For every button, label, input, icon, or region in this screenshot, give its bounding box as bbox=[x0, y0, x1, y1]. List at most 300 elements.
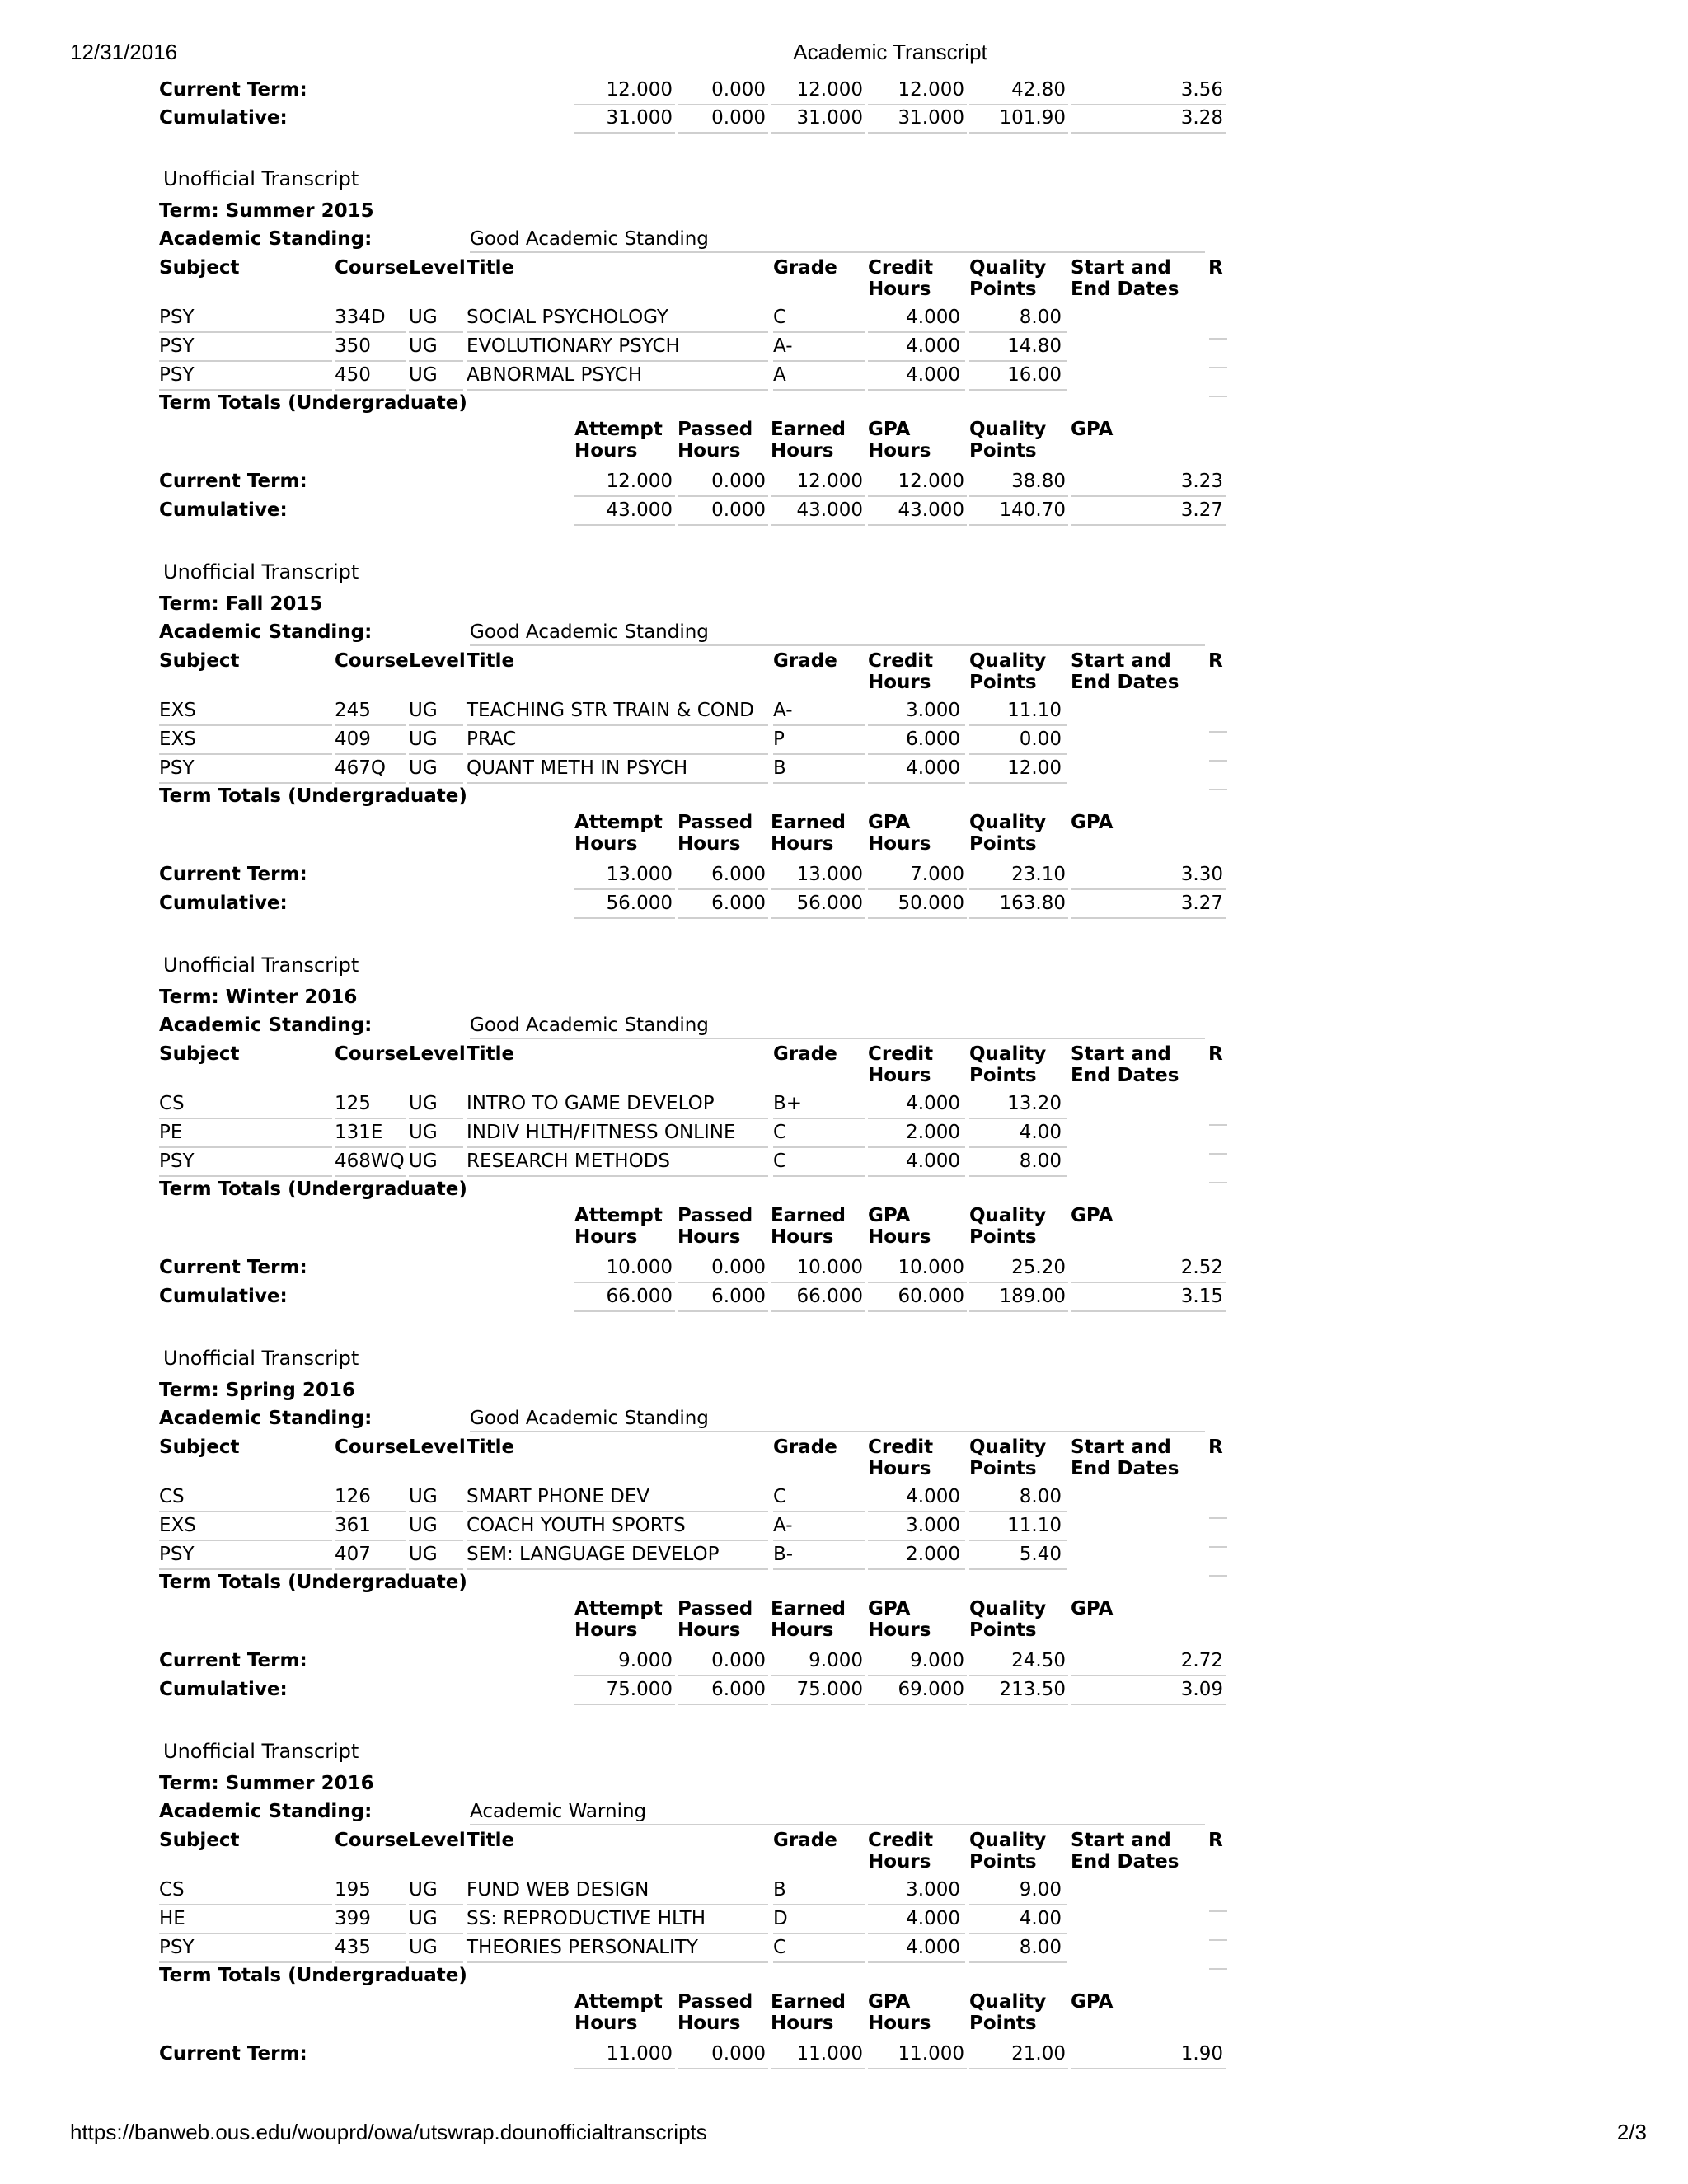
col-header-end: End Dates bbox=[1071, 672, 1179, 693]
course-row-underline bbox=[159, 389, 332, 391]
course-row-underline bbox=[773, 1511, 865, 1512]
current-term-total-underline bbox=[574, 1282, 675, 1283]
current-term-total-value: 0.000 bbox=[711, 79, 766, 101]
current-term-total-value: 10.000 bbox=[898, 1257, 964, 1278]
course-row-underline bbox=[159, 1511, 332, 1512]
current-term-total-underline bbox=[574, 104, 675, 105]
course-title: INDIV HLTH/FITNESS ONLINE bbox=[467, 1122, 736, 1143]
course-grade: C bbox=[773, 1486, 787, 1507]
totals-header-earned-hours: Hours bbox=[771, 1226, 834, 1248]
col-header-start: Start and bbox=[1071, 257, 1171, 279]
col-header-grade: Grade bbox=[773, 650, 837, 672]
repeat-indicator bbox=[1209, 1182, 1227, 1183]
totals-header-passed: Passed bbox=[678, 419, 753, 440]
course-credit-hours: 6.000 bbox=[906, 729, 960, 750]
totals-header-attempt: Attempt bbox=[574, 1991, 663, 2013]
col-header-repeat: R bbox=[1208, 257, 1223, 279]
course-number: 435 bbox=[335, 1937, 371, 1958]
repeat-indicator bbox=[1209, 789, 1227, 790]
course-quality-points: 14.80 bbox=[1007, 335, 1062, 357]
current-term-total-label: Current Term: bbox=[159, 1650, 307, 1671]
cumulative-total-underline bbox=[771, 1310, 865, 1312]
course-row-underline bbox=[335, 753, 406, 755]
course-row-underline bbox=[409, 753, 463, 755]
totals-header-quality-points: Points bbox=[969, 1226, 1037, 1248]
cumulative-total-value: 0.000 bbox=[711, 499, 766, 521]
course-level: UG bbox=[409, 1879, 438, 1900]
col-header-start: Start and bbox=[1071, 1043, 1171, 1065]
totals-header-passed: Passed bbox=[678, 1991, 753, 2013]
course-subject: CS bbox=[159, 1093, 185, 1114]
col-header-repeat: R bbox=[1208, 650, 1223, 672]
course-row-underline bbox=[868, 1146, 965, 1148]
course-title: TEACHING STR TRAIN & COND bbox=[467, 700, 754, 721]
course-title: EVOLUTIONARY PSYCH bbox=[467, 335, 680, 357]
cumulative-total-value: 0.000 bbox=[711, 107, 766, 129]
repeat-indicator bbox=[1209, 367, 1227, 368]
totals-header-attempt-hours: Hours bbox=[574, 1226, 638, 1248]
course-row-underline bbox=[335, 331, 406, 333]
totals-header-quality: Quality bbox=[969, 419, 1047, 440]
totals-header-earned: Earned bbox=[771, 812, 846, 833]
current-term-total-underline bbox=[969, 888, 1068, 890]
course-level: UG bbox=[409, 1122, 438, 1143]
academic-standing-value: Academic Warning bbox=[470, 1801, 647, 1822]
cumulative-total-value: 75.000 bbox=[606, 1679, 673, 1700]
course-row-underline bbox=[773, 1118, 865, 1119]
repeat-indicator bbox=[1209, 1939, 1227, 1941]
totals-header-quality: Quality bbox=[969, 812, 1047, 833]
current-term-total-value: 24.50 bbox=[1011, 1650, 1066, 1671]
col-header-subject: Subject bbox=[159, 257, 240, 279]
term-totals-label: Term Totals (Undergraduate) bbox=[159, 785, 467, 807]
col-header-credit: Credit bbox=[868, 1436, 934, 1458]
course-credit-hours: 4.000 bbox=[906, 1937, 960, 1958]
course-quality-points: 8.00 bbox=[1019, 1937, 1062, 1958]
course-row-underline bbox=[467, 389, 768, 391]
cumulative-total-underline bbox=[771, 1704, 865, 1705]
current-term-total-value: 3.23 bbox=[1180, 471, 1223, 492]
course-row-underline bbox=[969, 1118, 1067, 1119]
totals-header-gpa-value: GPA bbox=[1071, 419, 1114, 440]
academic-standing-label: Academic Standing: bbox=[159, 228, 373, 250]
course-row-underline bbox=[467, 1540, 768, 1541]
col-header-level: Level bbox=[409, 1830, 466, 1851]
cumulative-total-underline bbox=[771, 917, 865, 919]
course-credit-hours: 4.000 bbox=[906, 364, 960, 386]
academic-standing-value: Good Academic Standing bbox=[470, 621, 709, 643]
totals-header-earned: Earned bbox=[771, 1205, 846, 1226]
course-row-underline bbox=[409, 1175, 463, 1177]
course-row-underline bbox=[773, 1961, 865, 1963]
cumulative-total-underline bbox=[678, 917, 768, 919]
course-level: UG bbox=[409, 700, 438, 721]
course-quality-points: 13.20 bbox=[1007, 1093, 1062, 1114]
totals-header-gpa-value: GPA bbox=[1071, 812, 1114, 833]
cumulative-total-value: 6.000 bbox=[711, 1286, 766, 1307]
course-row-underline bbox=[467, 331, 768, 333]
col-header-grade: Grade bbox=[773, 1436, 837, 1458]
totals-header-gpa: GPA bbox=[868, 1598, 911, 1619]
current-term-total-underline bbox=[678, 1282, 768, 1283]
cumulative-total-underline bbox=[678, 524, 768, 526]
course-credit-hours: 3.000 bbox=[906, 1879, 960, 1900]
col-header-repeat: R bbox=[1208, 1043, 1223, 1065]
col-header-credit-hours: Hours bbox=[868, 1065, 931, 1086]
col-header-course: Course bbox=[335, 650, 409, 672]
standing-underline bbox=[470, 251, 1205, 253]
totals-header-gpa-hours: Hours bbox=[868, 1226, 931, 1248]
totals-header-passed: Passed bbox=[678, 1205, 753, 1226]
course-number: 350 bbox=[335, 335, 371, 357]
col-header-quality: Quality bbox=[969, 1043, 1047, 1065]
course-row-underline bbox=[467, 1175, 768, 1177]
course-row-underline bbox=[335, 1118, 406, 1119]
course-row-underline bbox=[159, 331, 332, 333]
totals-header-passed-hours: Hours bbox=[678, 1619, 741, 1641]
current-term-total-value: 12.000 bbox=[796, 79, 863, 101]
cumulative-total-value: 140.70 bbox=[999, 499, 1066, 521]
col-header-start: Start and bbox=[1071, 1436, 1171, 1458]
totals-header-gpa: GPA bbox=[868, 1991, 911, 2013]
col-header-title: Title bbox=[467, 650, 515, 672]
course-level: UG bbox=[409, 1151, 438, 1172]
current-term-total-underline bbox=[868, 888, 967, 890]
current-term-total-value: 11.000 bbox=[898, 2043, 964, 2064]
course-row-underline bbox=[773, 1904, 865, 1905]
course-row-underline bbox=[467, 1146, 768, 1148]
col-header-quality-points: Points bbox=[969, 672, 1037, 693]
col-header-grade: Grade bbox=[773, 1830, 837, 1851]
cumulative-total-value: 43.000 bbox=[796, 499, 863, 521]
cumulative-total-value: 50.000 bbox=[898, 893, 964, 914]
course-grade: B+ bbox=[773, 1093, 803, 1114]
course-quality-points: 8.00 bbox=[1019, 1151, 1062, 1172]
course-row-underline bbox=[159, 1175, 332, 1177]
col-header-subject: Subject bbox=[159, 1830, 240, 1851]
cumulative-total-underline bbox=[1071, 132, 1226, 134]
col-header-start: Start and bbox=[1071, 650, 1171, 672]
totals-header-earned: Earned bbox=[771, 1991, 846, 2013]
course-title: SMART PHONE DEV bbox=[467, 1486, 650, 1507]
col-header-grade: Grade bbox=[773, 257, 837, 279]
repeat-indicator bbox=[1209, 731, 1227, 733]
totals-header-attempt: Attempt bbox=[574, 1205, 663, 1226]
course-subject: PSY bbox=[159, 307, 195, 328]
course-quality-points: 4.00 bbox=[1019, 1122, 1062, 1143]
current-term-total-value: 3.30 bbox=[1180, 864, 1223, 885]
current-term-total-underline bbox=[574, 2068, 675, 2069]
current-term-total-value: 0.000 bbox=[711, 471, 766, 492]
course-number: 131E bbox=[335, 1122, 383, 1143]
totals-header-quality-points: Points bbox=[969, 440, 1037, 462]
col-header-credit: Credit bbox=[868, 1043, 934, 1065]
course-subject: CS bbox=[159, 1486, 185, 1507]
standing-underline bbox=[470, 1824, 1205, 1825]
totals-header-passed: Passed bbox=[678, 812, 753, 833]
totals-header-passed-hours: Hours bbox=[678, 440, 741, 462]
col-header-end: End Dates bbox=[1071, 1458, 1179, 1479]
course-row-underline bbox=[335, 724, 406, 726]
print-date: 12/31/2016 bbox=[70, 40, 178, 64]
course-quality-points: 4.00 bbox=[1019, 1908, 1062, 1929]
current-term-total-underline bbox=[771, 2068, 865, 2069]
cumulative-total-label: Cumulative: bbox=[159, 1286, 288, 1307]
course-quality-points: 8.00 bbox=[1019, 307, 1062, 328]
current-term-total-underline bbox=[771, 1675, 865, 1676]
course-number: 195 bbox=[335, 1879, 371, 1900]
course-row-underline bbox=[409, 1961, 463, 1963]
course-grade: A bbox=[773, 364, 786, 386]
course-row-underline bbox=[773, 1146, 865, 1148]
course-row-underline bbox=[467, 1933, 768, 1934]
col-header-credit-hours: Hours bbox=[868, 279, 931, 300]
course-number: 468WQ bbox=[335, 1151, 405, 1172]
cumulative-total-label: Cumulative: bbox=[159, 893, 288, 914]
col-header-repeat: R bbox=[1208, 1830, 1223, 1851]
cumulative-total-underline bbox=[868, 524, 967, 526]
course-row-underline bbox=[773, 753, 865, 755]
course-grade: C bbox=[773, 307, 787, 328]
course-level: UG bbox=[409, 1544, 438, 1565]
col-header-level: Level bbox=[409, 1436, 466, 1458]
current-term-total-value: 23.10 bbox=[1011, 864, 1066, 885]
current-term-total-label: Current Term: bbox=[159, 2043, 307, 2064]
course-row-underline bbox=[159, 360, 332, 362]
totals-header-gpa-hours: Hours bbox=[868, 2013, 931, 2034]
course-title: SOCIAL PSYCHOLOGY bbox=[467, 307, 668, 328]
course-title: RESEARCH METHODS bbox=[467, 1151, 671, 1172]
col-header-subject: Subject bbox=[159, 1043, 240, 1065]
course-row-underline bbox=[159, 782, 332, 784]
course-row-underline bbox=[467, 1511, 768, 1512]
cumulative-total-value: 31.000 bbox=[898, 107, 964, 129]
course-row-underline bbox=[467, 1568, 768, 1570]
course-grade: D bbox=[773, 1908, 788, 1929]
course-subject: EXS bbox=[159, 1515, 196, 1536]
totals-header-gpa-hours: Hours bbox=[868, 833, 931, 855]
cumulative-total-underline bbox=[574, 132, 675, 134]
cumulative-total-value: 213.50 bbox=[999, 1679, 1066, 1700]
course-credit-hours: 3.000 bbox=[906, 1515, 960, 1536]
course-number: 399 bbox=[335, 1908, 371, 1929]
col-header-end: End Dates bbox=[1071, 1065, 1179, 1086]
course-level: UG bbox=[409, 729, 438, 750]
current-term-total-value: 1.90 bbox=[1180, 2043, 1223, 2064]
repeat-indicator bbox=[1209, 1124, 1227, 1126]
course-number: 245 bbox=[335, 700, 371, 721]
course-grade: B bbox=[773, 757, 786, 779]
cumulative-total-value: 3.09 bbox=[1180, 1679, 1223, 1700]
course-row-underline bbox=[159, 1961, 332, 1963]
totals-header-attempt-hours: Hours bbox=[574, 2013, 638, 2034]
course-row-underline bbox=[409, 1118, 463, 1119]
course-row-underline bbox=[409, 1904, 463, 1905]
course-level: UG bbox=[409, 1515, 438, 1536]
repeat-indicator bbox=[1209, 1517, 1227, 1519]
academic-standing-label: Academic Standing: bbox=[159, 621, 373, 643]
course-row-underline bbox=[467, 724, 768, 726]
course-row-underline bbox=[868, 782, 965, 784]
course-row-underline bbox=[969, 1175, 1067, 1177]
totals-header-gpa-hours: Hours bbox=[868, 1619, 931, 1641]
course-row-underline bbox=[868, 331, 965, 333]
cumulative-total-underline bbox=[868, 917, 967, 919]
course-row-underline bbox=[159, 1904, 332, 1905]
col-header-title: Title bbox=[467, 1830, 515, 1851]
course-row-underline bbox=[773, 360, 865, 362]
cumulative-total-underline bbox=[1071, 1310, 1226, 1312]
course-row-underline bbox=[159, 1118, 332, 1119]
course-subject: PSY bbox=[159, 1937, 195, 1958]
cumulative-total-underline bbox=[868, 132, 967, 134]
cumulative-total-underline bbox=[969, 1704, 1068, 1705]
course-number: 450 bbox=[335, 364, 371, 386]
current-term-total-value: 10.000 bbox=[796, 1257, 863, 1278]
unofficial-transcript-heading: Unofficial Transcript bbox=[163, 560, 359, 583]
current-term-total-value: 12.000 bbox=[606, 471, 673, 492]
course-row-underline bbox=[409, 389, 463, 391]
col-header-level: Level bbox=[409, 1043, 466, 1065]
col-header-level: Level bbox=[409, 257, 466, 279]
cumulative-total-underline bbox=[969, 132, 1068, 134]
course-level: UG bbox=[409, 1937, 438, 1958]
term-totals-label: Term Totals (Undergraduate) bbox=[159, 392, 467, 414]
current-term-total-label: Current Term: bbox=[159, 864, 307, 885]
col-header-end: End Dates bbox=[1071, 279, 1179, 300]
cumulative-total-value: 3.27 bbox=[1180, 893, 1223, 914]
col-header-credit-hours: Hours bbox=[868, 1458, 931, 1479]
current-term-total-value: 10.000 bbox=[606, 1257, 673, 1278]
course-row-underline bbox=[868, 360, 965, 362]
course-quality-points: 8.00 bbox=[1019, 1486, 1062, 1507]
current-term-total-underline bbox=[1071, 495, 1226, 497]
unofficial-transcript-heading: Unofficial Transcript bbox=[163, 954, 359, 977]
course-grade: P bbox=[773, 729, 785, 750]
totals-header-passed-hours: Hours bbox=[678, 833, 741, 855]
current-term-total-underline bbox=[574, 888, 675, 890]
course-quality-points: 16.00 bbox=[1007, 364, 1062, 386]
col-header-end: End Dates bbox=[1071, 1851, 1179, 1872]
course-row-underline bbox=[409, 1511, 463, 1512]
cumulative-total-underline bbox=[868, 1310, 967, 1312]
course-row-underline bbox=[159, 753, 332, 755]
course-subject: CS bbox=[159, 1879, 185, 1900]
term-totals-label: Term Totals (Undergraduate) bbox=[159, 1572, 467, 1593]
course-row-underline bbox=[868, 1511, 965, 1512]
course-row-underline bbox=[969, 1961, 1067, 1963]
totals-header-gpa-value: GPA bbox=[1071, 1991, 1114, 2013]
cumulative-total-value: 101.90 bbox=[999, 107, 1066, 129]
course-row-underline bbox=[467, 753, 768, 755]
course-row-underline bbox=[335, 1904, 406, 1905]
cumulative-total-value: 75.000 bbox=[796, 1679, 863, 1700]
totals-header-passed-hours: Hours bbox=[678, 1226, 741, 1248]
cumulative-total-underline bbox=[678, 1310, 768, 1312]
academic-standing-label: Academic Standing: bbox=[159, 1408, 373, 1429]
current-term-total-underline bbox=[771, 1282, 865, 1283]
cumulative-total-value: 43.000 bbox=[606, 499, 673, 521]
col-header-title: Title bbox=[467, 1043, 515, 1065]
current-term-total-underline bbox=[771, 888, 865, 890]
col-header-quality: Quality bbox=[969, 650, 1047, 672]
course-quality-points: 12.00 bbox=[1007, 757, 1062, 779]
cumulative-total-value: 3.27 bbox=[1180, 499, 1223, 521]
course-quality-points: 11.10 bbox=[1007, 1515, 1062, 1536]
col-header-credit: Credit bbox=[868, 1830, 934, 1851]
course-row-underline bbox=[335, 782, 406, 784]
course-title: INTRO TO GAME DEVELOP bbox=[467, 1093, 715, 1114]
current-term-total-value: 9.000 bbox=[910, 1650, 964, 1671]
totals-header-quality: Quality bbox=[969, 1205, 1047, 1226]
course-row-underline bbox=[868, 1540, 965, 1541]
course-number: 407 bbox=[335, 1544, 371, 1565]
course-row-underline bbox=[409, 331, 463, 333]
course-row-underline bbox=[969, 331, 1067, 333]
course-grade: B bbox=[773, 1879, 786, 1900]
current-term-total-value: 25.20 bbox=[1011, 1257, 1066, 1278]
course-grade: C bbox=[773, 1122, 787, 1143]
totals-header-attempt-hours: Hours bbox=[574, 440, 638, 462]
course-row-underline bbox=[868, 1118, 965, 1119]
current-term-total-value: 38.80 bbox=[1011, 471, 1066, 492]
current-term-total-underline bbox=[574, 1675, 675, 1676]
course-row-underline bbox=[409, 1540, 463, 1541]
repeat-indicator bbox=[1209, 760, 1227, 762]
course-row-underline bbox=[409, 782, 463, 784]
course-credit-hours: 4.000 bbox=[906, 1093, 960, 1114]
cumulative-total-value: 56.000 bbox=[796, 893, 863, 914]
current-term-total-value: 12.000 bbox=[898, 471, 964, 492]
totals-header-quality-points: Points bbox=[969, 2013, 1037, 2034]
totals-header-attempt: Attempt bbox=[574, 1598, 663, 1619]
current-term-total-value: 21.00 bbox=[1011, 2043, 1066, 2064]
standing-underline bbox=[470, 1431, 1205, 1432]
cumulative-total-value: 163.80 bbox=[999, 893, 1066, 914]
course-row-underline bbox=[335, 1568, 406, 1570]
page-url: https://banweb.ous.edu/wouprd/owa/utswrap.dounofficialtranscripts bbox=[70, 2120, 707, 2144]
course-row-underline bbox=[159, 1540, 332, 1541]
repeat-indicator bbox=[1209, 1968, 1227, 1970]
current-term-total-label: Current Term: bbox=[159, 1257, 307, 1278]
course-grade: C bbox=[773, 1151, 787, 1172]
col-header-credit-hours: Hours bbox=[868, 1851, 931, 1872]
cumulative-total-value: 66.000 bbox=[606, 1286, 673, 1307]
course-level: UG bbox=[409, 1486, 438, 1507]
course-credit-hours: 2.000 bbox=[906, 1544, 960, 1565]
course-credit-hours: 3.000 bbox=[906, 700, 960, 721]
course-number: 467Q bbox=[335, 757, 387, 779]
cumulative-total-value: 3.15 bbox=[1180, 1286, 1223, 1307]
academic-standing-label: Academic Standing: bbox=[159, 1801, 373, 1822]
course-grade: B- bbox=[773, 1544, 794, 1565]
totals-header-gpa: GPA bbox=[868, 812, 911, 833]
course-row-underline bbox=[467, 360, 768, 362]
course-row-underline bbox=[773, 331, 865, 333]
current-term-total-underline bbox=[771, 104, 865, 105]
course-row-underline bbox=[335, 1933, 406, 1934]
course-row-underline bbox=[969, 1146, 1067, 1148]
current-term-total-underline bbox=[771, 495, 865, 497]
totals-header-attempt-hours: Hours bbox=[574, 833, 638, 855]
course-grade: A- bbox=[773, 335, 793, 357]
cumulative-total-value: 43.000 bbox=[898, 499, 964, 521]
course-number: 334D bbox=[335, 307, 386, 328]
cumulative-total-underline bbox=[969, 524, 1068, 526]
current-term-total-underline bbox=[868, 1282, 967, 1283]
unofficial-transcript-heading: Unofficial Transcript bbox=[163, 167, 359, 190]
repeat-indicator bbox=[1209, 396, 1227, 397]
